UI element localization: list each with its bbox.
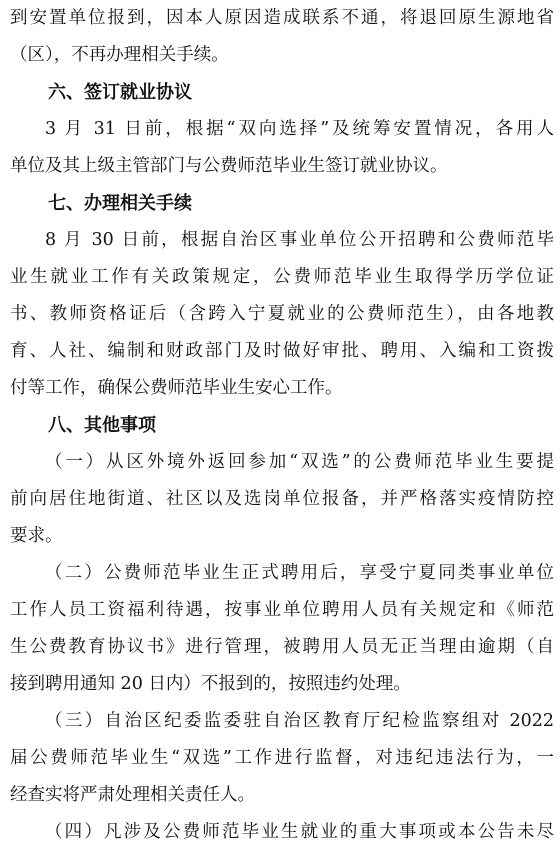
section8-item2 [10,555,554,703]
text-line: 业生就业工作有关政策规定，公费师范毕业生取得学历学位证 [10,267,554,287]
section6-paragraph [10,111,554,185]
section5-tail [10,0,554,74]
text-line: （二）公费师范毕业生正式聘用后，享受宁夏同类事业单位 [45,563,554,583]
section8-item4 [10,814,554,851]
text-line: （区），不再办理相关手续。 [10,45,229,65]
section8-heading: 八、其他事项 [48,415,156,436]
text-line: 书、教师资格证后（含跨入宁夏就业的公费师范生），由各地教 [10,304,554,324]
text-line: 接到聘用通知 20 日内）不报到的，按照违约处理。 [10,674,411,694]
text-line: 3 月 31 日前，根据“双向选择”及统筹安置情况，各用人 [45,119,554,139]
text-line: 届公费师范毕业生“双选”工作进行监督，对违纪违法行为，一 [10,748,554,768]
text-line: 工作人员工资福利待遇，按事业单位聘用人员有关规定和《师范 [10,600,554,620]
section8-item1 [10,444,554,555]
text-line: 经查实将严肃处理相关责任人。 [10,785,255,805]
section7-paragraph [10,222,554,407]
text-line: 前向居住地街道、社区以及选岗单位报备，并严格落实疫情防控 [10,489,554,509]
text-line: （一）从区外境外返回参加“双选”的公费师范毕业生要提 [45,452,554,472]
text-line: 生公费教育协议书》进行管理，被聘用人员无正当理由逾期（自 [10,637,554,657]
text-line: 付等工作，确保公费师范毕业生安心工作。 [10,378,343,398]
text-line: 要求。 [10,526,63,546]
section7-heading: 七、办理相关手续 [48,193,192,214]
text-line: （四）凡涉及公费师范毕业生就业的重大事项或本公告未尽 [45,822,554,842]
text-line: 育、人社、编制和财政部门及时做好审批、聘用、入编和工资拨 [10,341,554,361]
text-line: 到安置单位报到，因本人原因造成联系不通，将退回原生源地省 [10,8,554,28]
section6-heading: 六、签订就业协议 [48,82,192,103]
section8-item3 [10,703,554,814]
text-line: （三）自治区纪委监委驻自治区教育厅纪检监察组对 2022 [45,711,554,731]
text-line: 单位及其上级主管部门与公费师范毕业生签订就业协议。 [10,156,448,176]
text-line: 8 月 30 日前，根据自治区事业单位公开招聘和公费师范毕 [45,230,554,250]
